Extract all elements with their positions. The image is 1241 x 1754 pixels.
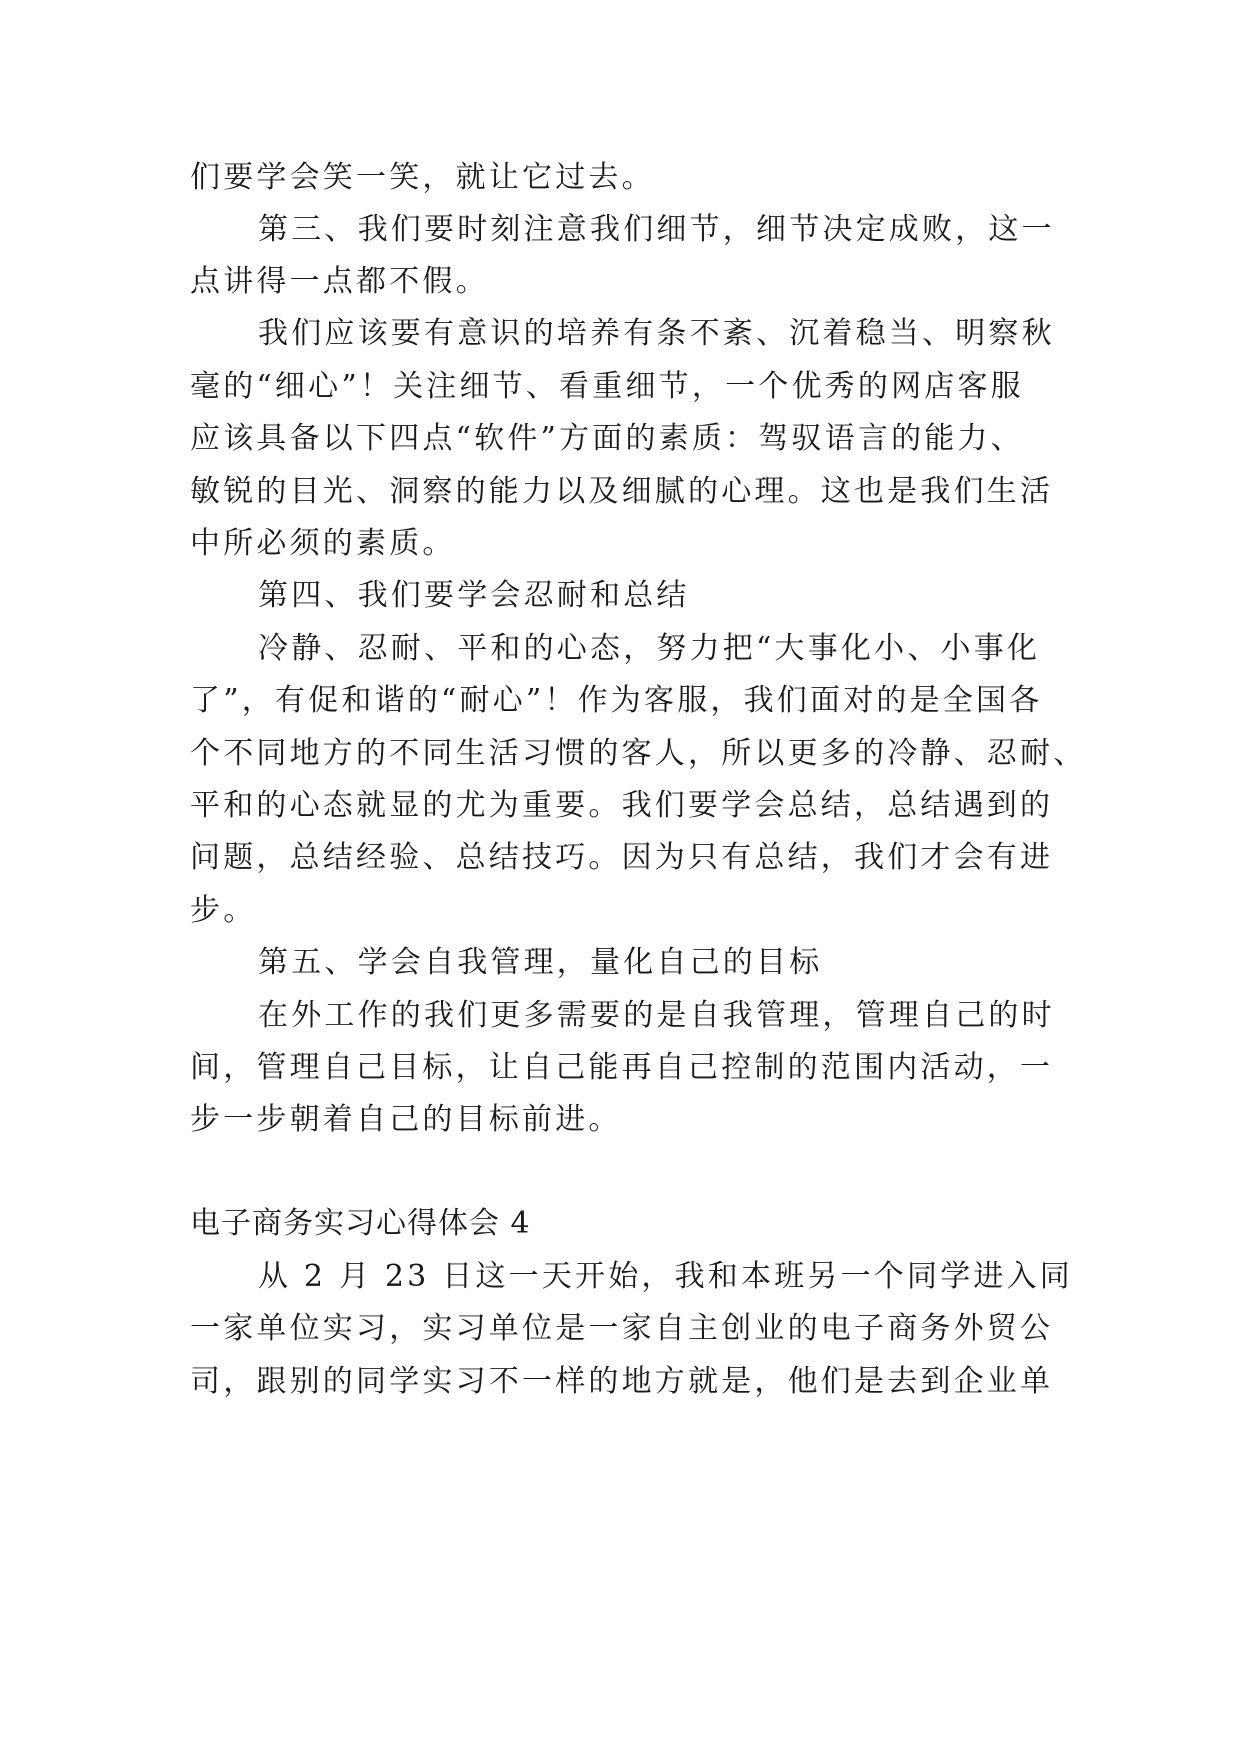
text-line: 应该具备以下四点“软件”方面的素质：驾驭语言的能力、 <box>190 421 1024 456</box>
text-line: 个不同地方的不同生活习惯的客人，所以更多的冷静、忍耐、 <box>190 736 1087 771</box>
text-line: 步一步朝着自己的目标前进。 <box>190 1102 622 1137</box>
text-line: 第三、我们要时刻注意我们细节，细节决定成败，这一 <box>258 212 1055 247</box>
text-line: 敏锐的目光、洞察的能力以及细腻的心理。这也是我们生活 <box>190 474 1054 509</box>
text-line: 了”，有促和谐的“耐心”！作为客服，我们面对的是全国各 <box>190 683 1043 718</box>
text-line: 司，跟别的同学实习不一样的地方就是，他们是去到企业单 <box>190 1364 1054 1399</box>
text-line: 步。 <box>190 893 257 928</box>
text-line: 从 2 月 23 日这一天开始，我和本班另一个同学进入同 <box>258 1259 1074 1294</box>
section-heading: 第四、我们要学会忍耐和总结 <box>258 578 690 613</box>
text-line: 冷静、忍耐、平和的心态，努力把“大事化小、小事化 <box>258 631 1041 666</box>
text-line: 一家单位实习，实习单位是一家自主创业的电子商务外贸公 <box>190 1311 1054 1346</box>
text-line: 问题，总结经验、总结技巧。因为只有总结，我们才会有进 <box>190 840 1054 875</box>
text-line: 点讲得一点都不假。 <box>190 264 489 299</box>
text-line: 在外工作的我们更多需要的是自我管理，管理自己的时 <box>258 998 1055 1033</box>
text-line: 毫的“细心”！关注细节、看重细节，一个优秀的网店客服 <box>190 369 1024 404</box>
section-heading: 第五、学会自我管理，量化自己的目标 <box>258 945 823 980</box>
article-title: 电子商务实习心得体会 4 <box>190 1206 531 1241</box>
text-line: 平和的心态就显的尤为重要。我们要学会总结，总结遇到的 <box>190 788 1054 823</box>
text-line: 间，管理自己目标，让自己能再自己控制的范围内活动，一 <box>190 1050 1054 1085</box>
text-line: 们要学会笑一笑，就让它过去。 <box>190 160 655 195</box>
text-line: 我们应该要有意识的培养有条不紊、沉着稳当、明察秋 <box>258 316 1055 351</box>
text-line: 中所必须的素质。 <box>190 526 456 561</box>
